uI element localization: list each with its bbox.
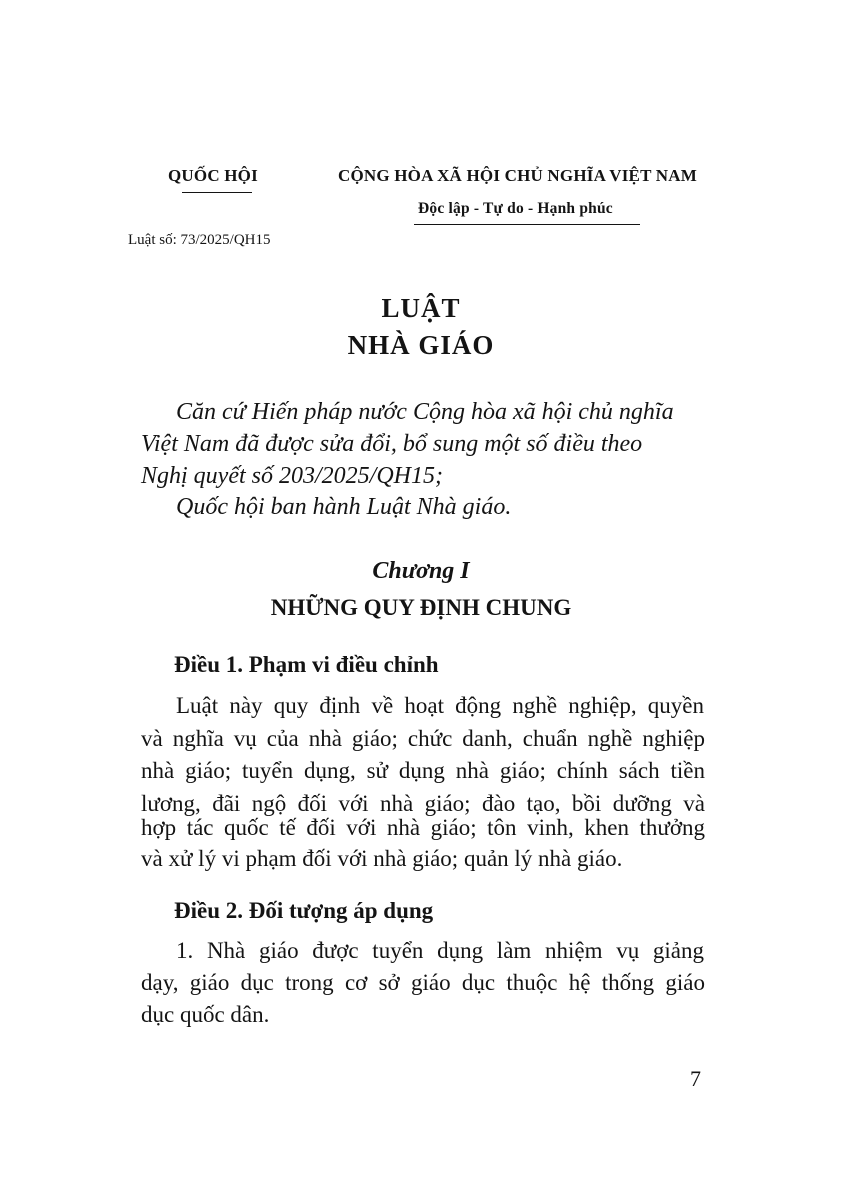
agency-name: QUỐC HỘI — [168, 166, 258, 185]
article-1-line: lương, đãi ngộ đối với nhà giáo; đào tạo, bồi dưỡng và — [141, 791, 705, 816]
article-1-line: và nghĩa vụ của nhà giáo; chức danh, chuẩn nghề nghiệp — [141, 726, 705, 751]
chapter-label: Chương I — [372, 558, 470, 584]
preamble-line-2: Việt Nam đã được sửa đổi, bổ sung một số điều theo — [141, 431, 643, 457]
agency-underline — [182, 192, 252, 193]
article-1-heading: Điều 1. Phạm vi điều chỉnh — [174, 652, 439, 677]
article-1-line: hợp tác quốc tế đối với nhà giáo; tôn vinh, khen thưởng — [141, 815, 705, 840]
article-2-line: 1. Nhà giáo được tuyển dụng làm nhiệm vụ giảng — [176, 938, 704, 963]
article-1-line: Luật này quy định về hoạt động nghề nghiệp, quyền — [176, 693, 704, 718]
chapter-title: NHỮNG QUY ĐỊNH CHUNG — [270, 595, 572, 620]
motto-underline — [414, 224, 640, 225]
article-1-line: và xử lý vi phạm đối với nhà giáo; quản lý nhà giáo. — [141, 846, 623, 871]
republic-name: CỘNG HÒA XÃ HỘI CHỦ NGHĨA VIỆT NAM — [338, 166, 697, 185]
page-number: 7 — [690, 1066, 701, 1091]
law-number: Luật số: 73/2025/QH15 — [128, 232, 271, 248]
national-motto: Độc lập - Tự do - Hạnh phúc — [418, 200, 613, 217]
article-2-line: dạy, giáo dục trong cơ sở giáo dục thuộc hệ thống giáo — [141, 970, 705, 995]
article-2-line: dục quốc dân. — [141, 1002, 270, 1027]
document-title: NHÀ GIÁO — [347, 330, 495, 360]
preamble-line-4: Quốc hội ban hành Luật Nhà giáo. — [176, 494, 512, 520]
document-type-title: LUẬT — [381, 293, 461, 323]
preamble-line-1: Căn cứ Hiến pháp nước Cộng hòa xã hội chủ nghĩa — [176, 399, 674, 425]
article-1-line: nhà giáo; tuyển dụng, sử dụng nhà giáo; chính sách tiền — [141, 758, 705, 783]
preamble-line-3: Nghị quyết số 203/2025/QH15; — [141, 463, 443, 489]
article-2-heading: Điều 2. Đối tượng áp dụng — [174, 898, 434, 923]
